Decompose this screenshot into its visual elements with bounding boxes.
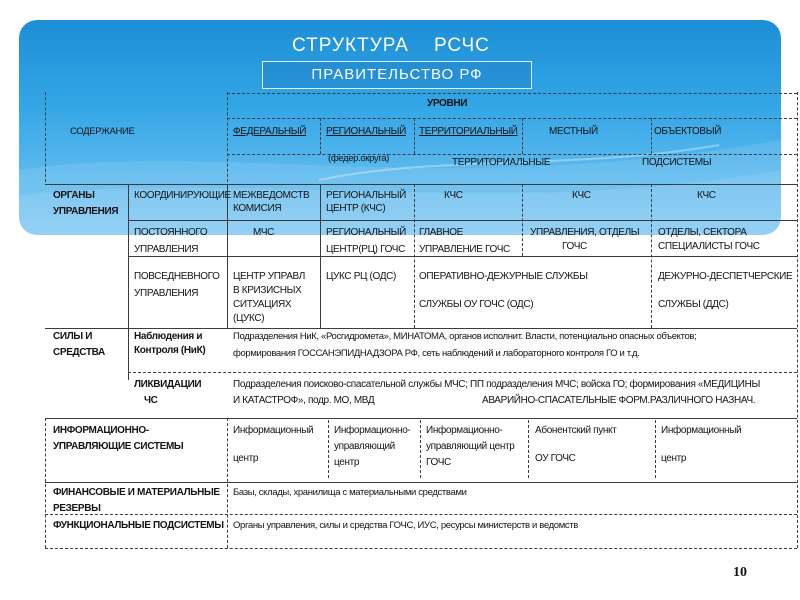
permanent-label: ПОСТОЯННОГО bbox=[134, 227, 208, 238]
liquidation-text-2: И КАТАСТРОФ», подр. МО, МВД bbox=[233, 395, 375, 406]
daily-object: ДЕЖУРНО-ДЕСПЕТЧЕРСКИЕ bbox=[658, 271, 793, 282]
permanent-local-2: ГОЧС bbox=[562, 241, 587, 252]
daily-federal-3: СИТУАЦИЯХ bbox=[233, 299, 292, 310]
info-c3: Информационно- bbox=[426, 425, 503, 436]
finance-label-2: РЕЗЕРВЫ bbox=[53, 503, 101, 514]
info-c5: Информационный bbox=[661, 425, 742, 436]
functional-text: Органы управления, силы и средства ГОЧС, ИУС, ресурсы министерств и ведомств bbox=[233, 520, 578, 531]
permanent-label-2: УПРАВЛЕНИЯ bbox=[134, 244, 199, 255]
daily-regional: ЦУКС РЦ (ОДС) bbox=[326, 271, 396, 282]
finance-label: ФИНАНСОВЫЕ И МАТЕРИАЛЬНЫЕ bbox=[53, 487, 220, 498]
level-regional-note: (федер.округа) bbox=[328, 153, 389, 164]
daily-federal-4: (ЦУКС) bbox=[233, 313, 265, 324]
daily-federal-2: В КРИЗИСНЫХ bbox=[233, 285, 302, 296]
forces-label: СИЛЫ И bbox=[53, 331, 93, 342]
levels-header: УРОВНИ bbox=[427, 98, 468, 109]
page-number: 10 bbox=[733, 565, 747, 580]
info-c5-2: центр bbox=[661, 453, 687, 464]
daily-label-2: УПРАВЛЕНИЯ bbox=[134, 288, 199, 299]
subsystems-left: ТЕРРИТОРИАЛЬНЫЕ bbox=[452, 157, 551, 168]
liquidation-text-3: АВАРИЙНО-СПАСАТЕЛЬНЫЕ ФОРМ.РАЗЛИЧНОГО НАЗНАЧ. bbox=[482, 395, 756, 406]
coord-federal-2: КОМИСИЯ bbox=[233, 203, 282, 214]
coord-regional-2: ЦЕНТР (КЧС) bbox=[326, 203, 386, 214]
info-c3-2: управляющий центр bbox=[426, 441, 515, 452]
daily-territorial-2: СЛУЖБЫ ОУ ГОЧС (ОДС) bbox=[419, 299, 534, 310]
coord-object: КЧС bbox=[697, 190, 716, 201]
daily-object-2: СЛУЖБЫ (ДДС) bbox=[658, 299, 729, 310]
page-title: СТРУКТУРА РСЧС bbox=[292, 35, 490, 56]
forces-label-2: СРЕДСТВА bbox=[53, 347, 105, 358]
info-label-2: УПРАВЛЯЮЩИЕ СИСТЕМЫ bbox=[53, 441, 184, 452]
coord-regional: РЕГИОНАЛЬНЫЙ bbox=[326, 190, 407, 201]
subsystems-right: ПОДСИСТЕМЫ bbox=[642, 157, 712, 168]
permanent-regional-2: ЦЕНТР(РЦ) ГОЧС bbox=[326, 244, 405, 255]
info-c2-2: управляющий bbox=[334, 441, 395, 452]
observation-label: Наблюдения и bbox=[134, 331, 203, 342]
finance-text: Базы, склады, хранилища с материальными средствами bbox=[233, 487, 467, 498]
observation-label-2: Контроля (НиК) bbox=[134, 345, 206, 356]
government-box: ПРАВИТЕЛЬСТВО РФ bbox=[262, 61, 532, 89]
observation-text-2: формирования ГОССАНЭПИДНАДЗОРА РФ, сеть наблюдений и лабораторного контроля ГО и т.д. bbox=[233, 348, 640, 359]
daily-territorial: ОПЕРАТИВНО-ДЕЖУРНЫЕ СЛУЖБЫ bbox=[419, 271, 588, 282]
info-label: ИНФОРМАЦИОННО- bbox=[53, 425, 149, 436]
coord-territorial: КЧС bbox=[444, 190, 463, 201]
info-c1: Информационный bbox=[233, 425, 314, 436]
permanent-territorial: ГЛАВНОЕ bbox=[419, 227, 463, 238]
organs-label: ОРГАНЫ bbox=[53, 190, 95, 201]
level-object: ОБЪЕКТОВЫЙ bbox=[654, 126, 722, 137]
level-federal: ФЕДЕРАЛЬНЫЙ bbox=[233, 126, 307, 137]
liquidation-text: Подразделения поисково-спасательной службы МЧС; ПП подразделения МЧС; войска ГО; формирования «МЕДИЦИНЫ bbox=[233, 379, 760, 390]
permanent-regional: РЕГИОНАЛЬНЫЙ bbox=[326, 227, 407, 238]
permanent-object: ОТДЕЛЫ, СЕКТОРА bbox=[658, 227, 747, 238]
info-c3-3: ГОЧС bbox=[426, 457, 451, 468]
coord-label: КООРДИНИРУЮЩИЕ bbox=[134, 190, 231, 201]
info-c4-2: ОУ ГОЧС bbox=[535, 453, 576, 464]
coord-federal: МЕЖВЕДОМСТВ bbox=[233, 190, 310, 201]
liquidation-label: ЛИКВИДАЦИИ bbox=[134, 379, 202, 390]
info-c4: Абонентский пункт bbox=[535, 425, 617, 436]
observation-text: Подразделения НиК, «Росгидромета», МИНАТОМА, органов исполнит. Власти, потенциально опасных объектов; bbox=[233, 331, 697, 342]
info-c2: Информационно- bbox=[334, 425, 411, 436]
liquidation-label-2: ЧС bbox=[144, 395, 158, 406]
info-c1-2: центр bbox=[233, 453, 259, 464]
organs-label-2: УПРАВЛЕНИЯ bbox=[53, 206, 119, 217]
permanent-territorial-2: УПРАВЛЕНИЕ ГОЧС bbox=[419, 244, 510, 255]
coord-local: КЧС bbox=[572, 190, 591, 201]
daily-label: ПОВСЕДНЕВНОГО bbox=[134, 271, 220, 282]
info-c2-3: центр bbox=[334, 457, 360, 468]
level-local: МЕСТНЫЙ bbox=[549, 126, 598, 137]
level-territorial: ТЕРРИТОРИАЛЬНЫЙ bbox=[419, 126, 518, 137]
permanent-object-2: СПЕЦИАЛИСТЫ ГОЧС bbox=[658, 241, 760, 252]
permanent-local: УПРАВЛЕНИЯ, ОТДЕЛЫ bbox=[530, 227, 640, 238]
daily-federal: ЦЕНТР УПРАВЛ bbox=[233, 271, 305, 282]
content-header: СОДЕРЖАНИЕ bbox=[70, 126, 135, 137]
permanent-federal: МЧС bbox=[253, 227, 275, 238]
level-regional: РЕГИОНАЛЬНЫЙ bbox=[326, 126, 407, 137]
functional-label: ФУНКЦИОНАЛЬНЫЕ ПОДСИСТЕМЫ bbox=[53, 520, 224, 531]
